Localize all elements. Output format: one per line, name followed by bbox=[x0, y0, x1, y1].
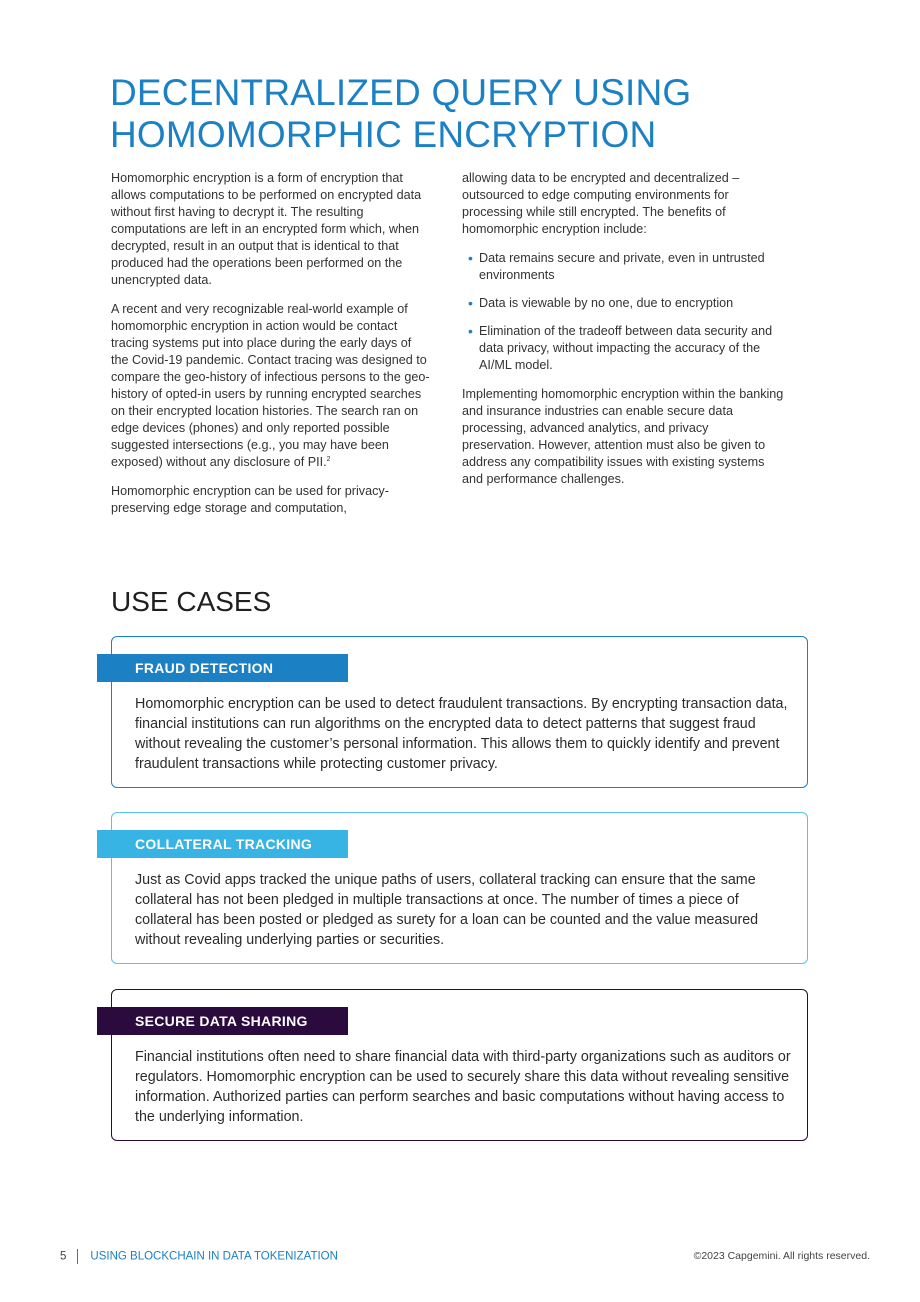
page-title: DECENTRALIZED QUERY USING HOMOMORPHIC ENCRYPTION bbox=[110, 72, 692, 155]
copyright: ©2023 Capgemini. All rights reserved. bbox=[693, 1250, 870, 1262]
page-number: 5 bbox=[60, 1250, 67, 1263]
list-item bbox=[462, 250, 784, 284]
use-case-label: FRAUD DETECTION bbox=[97, 654, 348, 682]
use-case-card-collateral-tracking bbox=[111, 812, 808, 964]
list-item bbox=[462, 323, 784, 374]
intro-paragraph-text: A recent and very recognizable real-world example of homomorphic encryption in action would be contact tracing systems put into place during the early days of the Covid-19 pandemic. Contact tracing was designed to compare the geo-history of infectious persons to the geo-history of opted-in users by running encrypted searches on their encrypted location histories. The search ran on edge devices (phones) and only reported possible suggested intersections (e.g., you may have been exposed) without any disclosure of PII. bbox=[111, 302, 430, 469]
list-item-text: Data is viewable by no one, due to encryption bbox=[479, 296, 734, 310]
bullet-icon: • bbox=[468, 295, 473, 311]
use-case-body: Homomorphic encryption can be used to detect fraudulent transactions. By encrypting transaction data, financial institutions can run algorithms on the encrypted data to detect patterns that suggest fraud without revealing the customer’s personal information. This allows them to quickly identify and prevent fraudulent transactions while protecting customer privacy. bbox=[135, 696, 788, 772]
use-case-body: Just as Covid apps tracked the unique paths of users, collateral tracking can ensure that the same collateral has not been pledged in multiple transactions at once. The number of times a piece of collateral has been posted or pledged as surety for a loan can be counted and the value measured without revealing underlying parties or securities. bbox=[135, 872, 759, 948]
intro-paragraph: Implementing homomorphic encryption within the banking and insurance industries can enable secure data processing, advanced analytics, and privacy preservation. However, attention must also be given to address any compatibility issues with existing systems and performance challenges. bbox=[462, 387, 784, 486]
use-case-card-fraud-detection bbox=[111, 636, 808, 788]
list-item bbox=[462, 295, 784, 312]
list-item-text: Data remains secure and private, even in untrusted environments bbox=[479, 251, 765, 282]
intro-left-column bbox=[111, 170, 431, 529]
intro-paragraph: allowing data to be encrypted and decentralized – outsourced to edge computing environments for processing while still encrypted. The benefits of homomorphic encryption include: bbox=[462, 171, 740, 236]
bullet-icon: • bbox=[468, 250, 473, 266]
intro-right-column bbox=[462, 170, 784, 500]
use-case-label: COLLATERAL TRACKING bbox=[97, 830, 348, 858]
use-case-label: SECURE DATA SHARING bbox=[97, 1007, 348, 1035]
intro-paragraph: Homomorphic encryption can be used for privacy-preserving edge storage and computation, bbox=[111, 484, 389, 515]
document-title: USING BLOCKCHAIN IN DATA TOKENIZATION bbox=[90, 1250, 338, 1263]
intro-paragraph: Homomorphic encryption is a form of encryption that allows computations to be performed on encrypted data without first having to decrypt it. The resulting computations are left in an encrypted form which, when decrypted, result in an output that is identical to that produced had the operations been performed on the unencrypted data. bbox=[111, 171, 422, 287]
use-case-card-secure-data-sharing bbox=[111, 989, 808, 1141]
intro-paragraph bbox=[111, 301, 431, 471]
benefits-list bbox=[462, 250, 784, 374]
page-footer bbox=[60, 1249, 338, 1264]
list-item-text: Elimination of the tradeoff between data security and data privacy, without impacting the accuracy of the AI/ML model. bbox=[479, 324, 773, 372]
footer-divider bbox=[77, 1249, 78, 1264]
use-case-body: Financial institutions often need to share financial data with third-party organizations such as auditors or regulators. Homomorphic encryption can be used to securely share this data without revealing sensitive information. Authorized parties can perform searches and basic computations without having access to the underlying information. bbox=[135, 1049, 791, 1125]
footnote-marker: 2 bbox=[326, 455, 331, 463]
section-title: USE CASES bbox=[111, 586, 272, 617]
bullet-icon: • bbox=[468, 323, 473, 339]
